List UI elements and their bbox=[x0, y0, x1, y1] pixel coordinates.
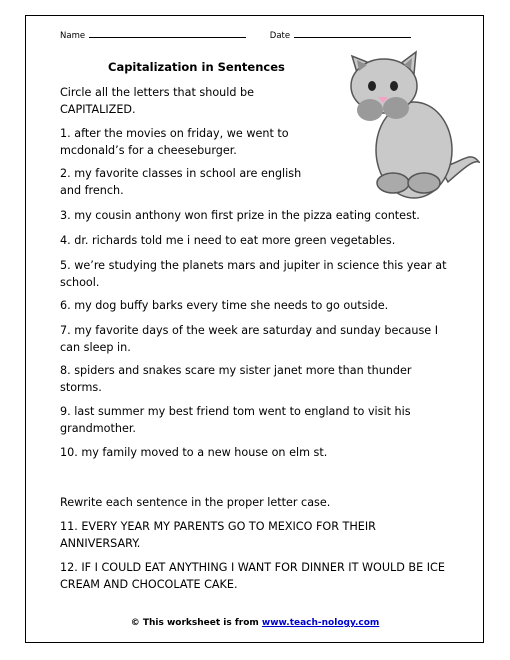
name-label: Name bbox=[60, 31, 86, 41]
sentence-2: 2. my favorite classes in school are english and french. bbox=[60, 167, 302, 197]
instructions-circle: Circle all the letters that should be CAPITALIZED. bbox=[60, 86, 255, 116]
date-field[interactable] bbox=[294, 29, 411, 38]
sentence-11: 11. EVERY YEAR MY PARENTS GO TO MEXICO FOR THEIR ANNIVERSARY. bbox=[60, 520, 376, 550]
sentence-1: 1. after the movies on friday, we went to mcdonald’s for a cheeseburger. bbox=[60, 127, 289, 157]
sentence-12: 12. IF I COULD EAT ANYTHING I WANT FOR DINNER IT WOULD BE ICE CREAM AND CHOCOLATE CAKE. bbox=[60, 561, 445, 591]
footer bbox=[0, 618, 510, 628]
cat-eye-left bbox=[368, 81, 376, 91]
sentence-9: 9. last summer my best friend tom went to england to visit his grandmother. bbox=[60, 405, 411, 435]
sentence-8: 8. spiders and snakes scare my sister janet more than thunder storms. bbox=[60, 364, 412, 394]
cat-paw-left bbox=[357, 99, 383, 121]
date-label: Date bbox=[269, 31, 291, 41]
sentence-10: 10. my family moved to a new house on elm st. bbox=[60, 446, 328, 459]
cat-illustration bbox=[348, 50, 480, 200]
header-row bbox=[60, 29, 411, 42]
sentence-5: 5. we’re studying the planets mars and jupiter in science this year at school. bbox=[60, 259, 447, 289]
name-field[interactable] bbox=[89, 29, 246, 38]
page-title: Capitalization in Sentences bbox=[108, 60, 285, 74]
sentence-3: 3. my cousin anthony won first prize in the pizza eating contest. bbox=[60, 209, 420, 222]
cat-foot-left bbox=[377, 173, 409, 193]
cat-eye-right bbox=[390, 81, 398, 91]
cat-foot-right bbox=[408, 173, 440, 193]
footer-link[interactable]: www.teach-nology.com bbox=[261, 618, 380, 628]
instructions-rewrite: Rewrite each sentence in the proper letter case. bbox=[60, 496, 331, 509]
sentence-7: 7. my favorite days of the week are saturday and sunday because I can sleep in. bbox=[60, 324, 439, 354]
sentence-6: 6. my dog buffy barks every time she needs to go outside. bbox=[60, 299, 389, 312]
sentence-4: 4. dr. richards told me i need to eat more green vegetables. bbox=[60, 234, 396, 247]
cat-paw-right bbox=[383, 97, 409, 119]
footer-text: © This worksheet is from bbox=[130, 618, 262, 628]
